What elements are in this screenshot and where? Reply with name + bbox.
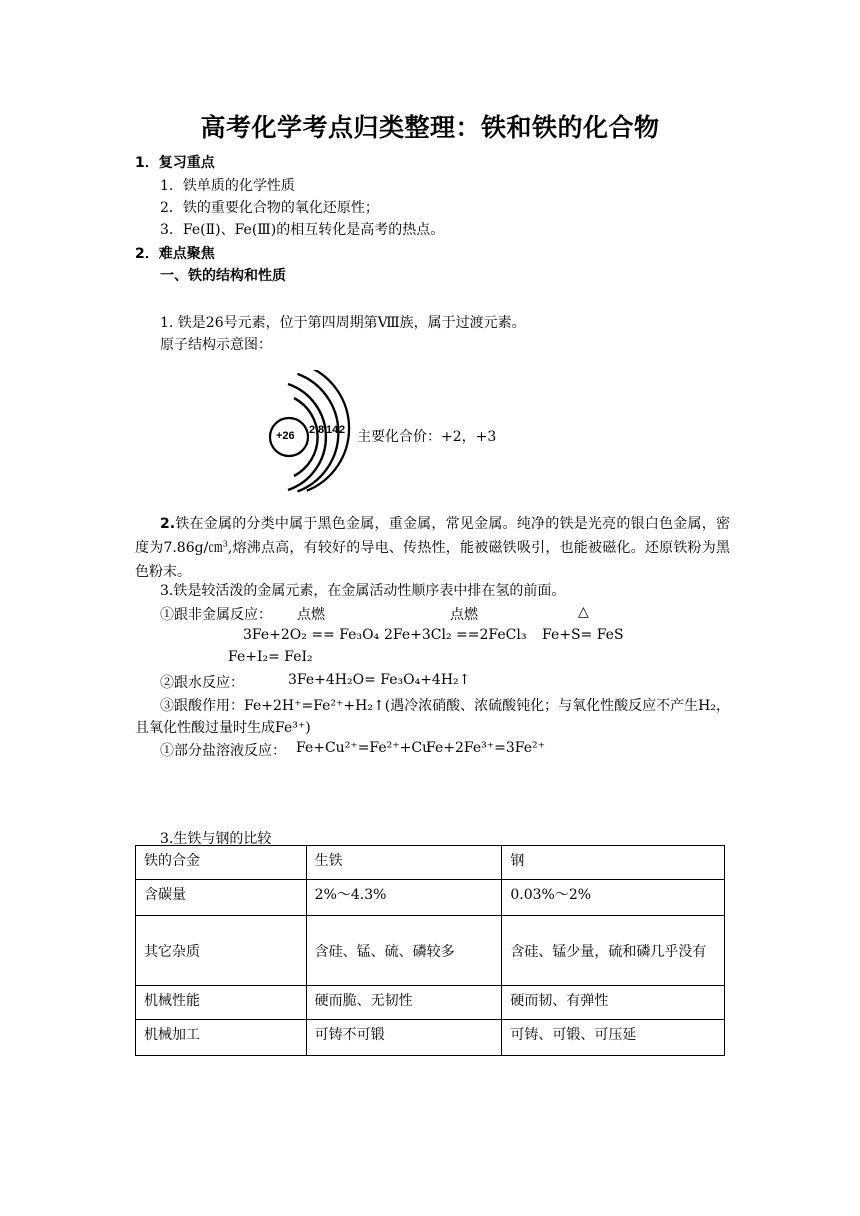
table-caption: 3.生铁与钢的比较 [160,831,272,847]
paragraph-iron-properties [135,512,730,584]
review-item-2: 2．铁的重要化合物的氧化还原性； [160,200,379,216]
shell-electrons-4: 2 [339,424,346,436]
condition-heat: △ [578,604,589,620]
page-title: 高考化学考点归类整理：铁和铁的化合物 [200,113,660,142]
paragraph-element-position: 1. 铁是26号元素，位于第四周期第Ⅷ族，属于过渡元素。 [160,315,526,331]
condition-ignite-2: 点燃 [450,607,478,623]
paragraph-atom-diagram-label: 原子结构示意图： [160,337,272,353]
electron-shell-1 [294,398,318,476]
table-cell: 0.03%～2% [502,880,725,916]
p2-number: 2. [160,516,176,532]
reaction-nonmetal-label: ①跟非金属反应： [160,607,272,623]
table-cell: 可铸、可锻、可压延 [502,1020,725,1056]
shell-electrons-3: 14 [326,424,339,436]
equation-fe-cl2: 2Fe+3Cl₂ ==2FeCl₃ [384,627,527,643]
equation-fe-i2: Fe+I₂= FeI₂ [228,649,313,665]
nucleus-charge: +26 [276,430,295,442]
table-row [136,880,725,916]
table-header-cell: 生铁 [306,846,502,880]
table-row [136,1020,725,1056]
equation-fe-cu: Fe+Cu²⁺=Fe²⁺+Cu [296,740,432,756]
equation-fe-fe3: Fe+2Fe³⁺=3Fe²⁺ [426,740,545,756]
reaction-salt-label: ①部分盐溶液反应： [160,743,286,759]
table-cell: 含硅、锰、硫、磷较多 [306,916,502,986]
condition-ignite-1: 点燃 [297,607,325,623]
table-cell: 机械性能 [136,986,307,1020]
review-item-3: 3．Fe(Ⅱ)、Fe(Ⅲ)的相互转化是高考的热点。 [160,222,445,238]
table-row [136,986,725,1020]
table-cell: 机械加工 [136,1020,307,1056]
paragraph-activity: 3.铁是较活泼的金属元素，在金属活动性顺序表中排在氢的前面。 [160,583,566,599]
p2-rest: ,熔沸点高，有较好的导电、传热性，能被磁铁吸引，也能被磁化。还原铁粉为黑色粉末。 [135,540,730,580]
p2-superscript: 3 [222,539,228,549]
table-cell: 含碳量 [136,880,307,916]
table-header-row [136,846,725,880]
table-header-cell: 铁的合金 [136,846,307,880]
table-cell: 硬而韧、有弹性 [502,986,725,1020]
table-cell: 含硅、锰少量，硫和磷几乎没有 [502,916,725,986]
table-row [136,916,725,986]
table-cell: 2%～4.3% [306,880,502,916]
table-cell: 其它杂质 [136,916,307,986]
p2-text: 铁在金属的分类中属于黑色金属，重金属，常见金属。纯净的铁是光亮的银白色金属，密度为7.86g/㎝ [135,516,730,556]
equation-fe-water: 3Fe+4H₂O= Fe₃O₄+4H₂↑ [288,672,471,688]
equation-fe-s: Fe+S= FeS [542,627,624,643]
valence-text: 主要化合价：+2，+3 [357,429,497,445]
reaction-water-label: ②跟水反应： [160,675,244,691]
section-heading-review: 1．复习重点 [135,155,215,171]
iron-steel-comparison-table [135,845,725,1056]
subsection-heading-structure: 一、铁的结构和性质 [160,268,286,284]
reaction-acid-continued: 且氧化性酸过量时生成Fe³⁺) [135,720,311,736]
table-cell: 可铸不可锻 [306,1020,502,1056]
table-cell: 硬而脆、无韧性 [306,986,502,1020]
equation-fe-o2: 3Fe+2O₂ == Fe₃O₄ [243,627,380,643]
table-header-cell: 钢 [502,846,725,880]
shell-electrons-2: 8 [318,424,325,436]
review-item-1: 1．铁单质的化学性质 [160,178,295,194]
shell-electrons-1: 2 [309,424,316,436]
section-heading-difficulty: 2．难点聚焦 [135,246,215,262]
reaction-acid: ③跟酸作用：Fe+2H⁺=Fe²⁺+H₂↑(遇冷浓硝酸、浓硫酸钝化；与氧化性酸反应不产生H₂， [160,698,730,714]
